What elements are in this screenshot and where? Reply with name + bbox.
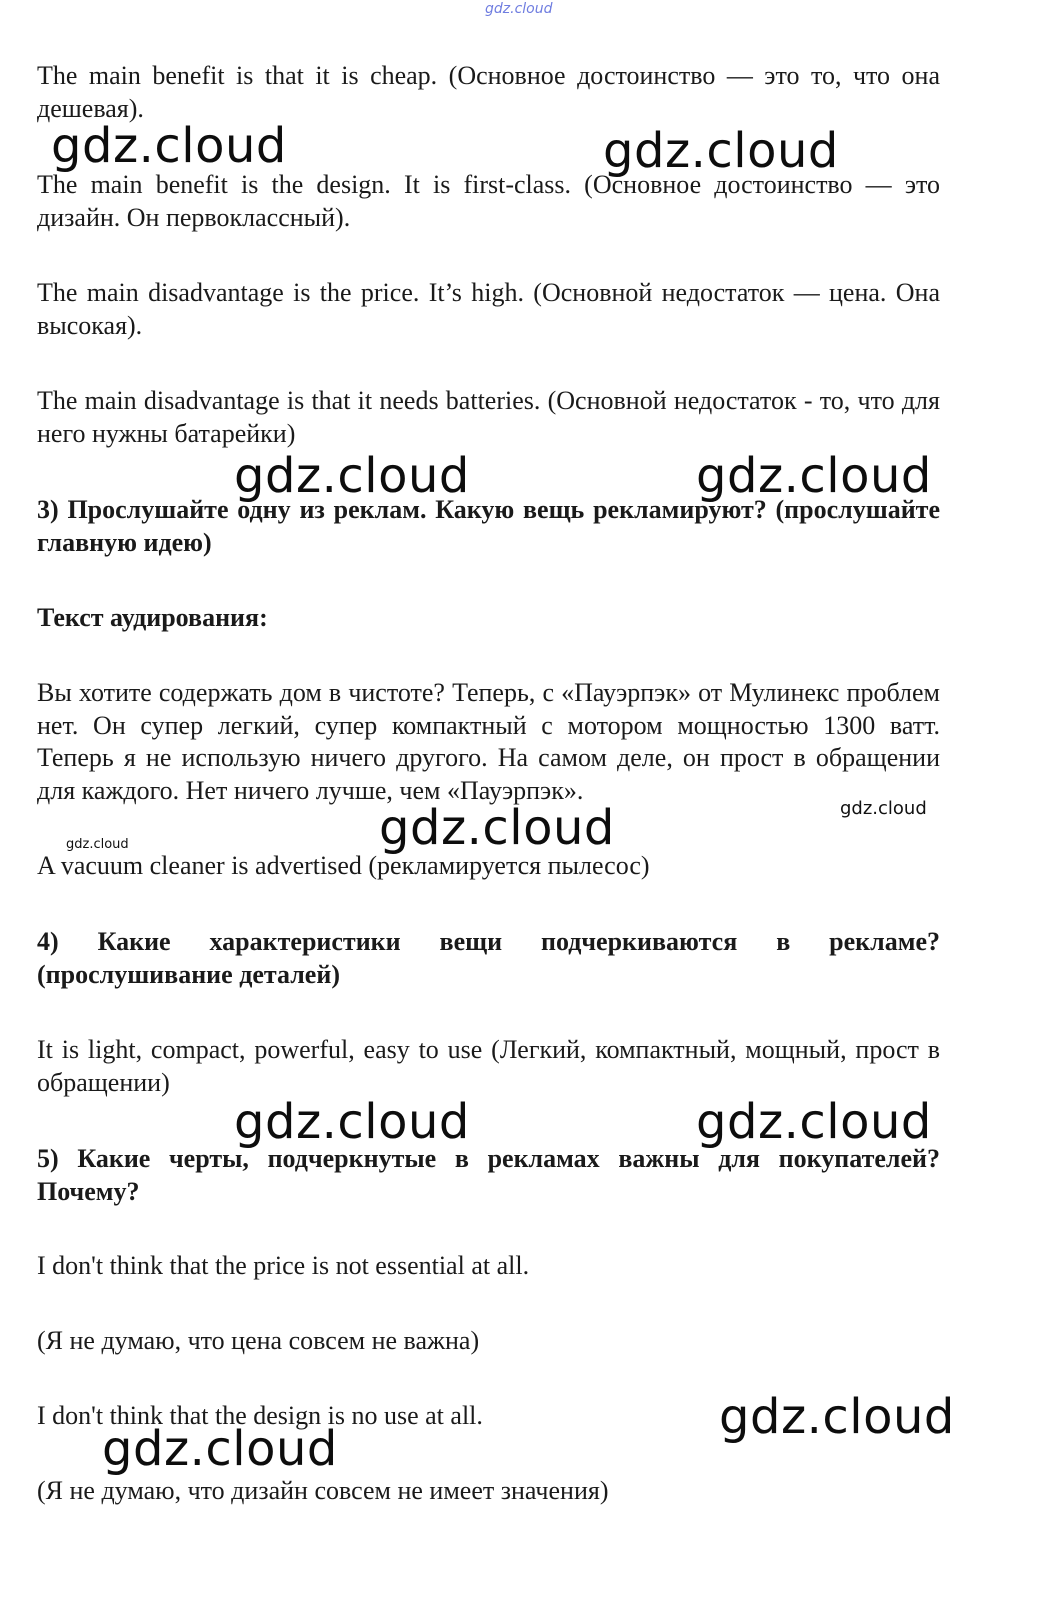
watermark: gdz.cloud [234, 448, 470, 504]
paragraph-listening-text: Вы хотите содержать дом в чистоте? Теперь, с «Пауэрпэк» от Мулинекс проблем нет. Он супер легкий, супер компактный с мотором мощностью 1300 ватт. Теперь я не использую ничего другого. На самом деле, он прост в обращении для каждого. Нет ничего лучше, чем «Пауэрпэк». [37, 678, 940, 805]
paragraph-design-translation: (Я не думаю, что дизайн совсем не имеет значения) [37, 1476, 609, 1505]
paragraph-price-opinion: I don't think that the price is not essential at all. [37, 1251, 530, 1280]
watermark: gdz.cloud [102, 1421, 338, 1477]
watermark: gdz.cloud [603, 123, 839, 179]
watermark: gdz.cloud [51, 118, 287, 174]
heading-task-3: 3) Прослушайте одну из реклам. Какую вещь рекламируют? (прослушайте главную идею) [37, 495, 940, 557]
paragraph-disadvantage-batteries: The main disadvantage is that it needs batteries. (Основной недостаток - то, что для него нужны батарейки) [37, 386, 940, 448]
heading-listening-text: Текст аудирования: [37, 603, 268, 632]
watermark: gdz.cloud [234, 1094, 470, 1150]
paragraph-benefit-design: The main benefit is the design. It is first-class. (Основное достоинство — это дизайн. Он первоклассный). [37, 170, 940, 232]
paragraph-disadvantage-price: The main disadvantage is the price. It’s high. (Основной недостаток — цена. Она высокая). [37, 278, 940, 340]
paragraph-answer-features: It is light, compact, powerful, easy to use (Легкий, компактный, мощный, прост в обращении) [37, 1035, 940, 1097]
watermark: gdz.cloud [719, 1389, 955, 1445]
watermark: gdz.cloud [379, 800, 615, 856]
watermark: gdz.cloud [696, 1094, 932, 1150]
watermark: gdz.cloud [696, 448, 932, 504]
paragraph-design-opinion: I don't think that the design is no use at all. [37, 1401, 483, 1430]
header-watermark: gdz.cloud [485, 1, 553, 17]
heading-task-4: 4) Какие характеристики вещи подчеркиваются в рекламе? (прослушивание деталей) [37, 927, 940, 989]
paragraph-benefit-cheap: The main benefit is that it is cheap. (Основное достоинство — это то, что она дешевая). [37, 61, 940, 123]
heading-task-5: 5) Какие черты, подчеркнутые в рекламах важны для покупателей? Почему? [37, 1144, 940, 1206]
paragraph-price-translation: (Я не думаю, что цена совсем не важна) [37, 1326, 480, 1355]
watermark: gdz.cloud [840, 798, 927, 819]
watermark: gdz.cloud [66, 837, 129, 852]
paragraph-answer-vacuum: A vacuum cleaner is advertised (рекламируется пылесос) [37, 851, 650, 880]
